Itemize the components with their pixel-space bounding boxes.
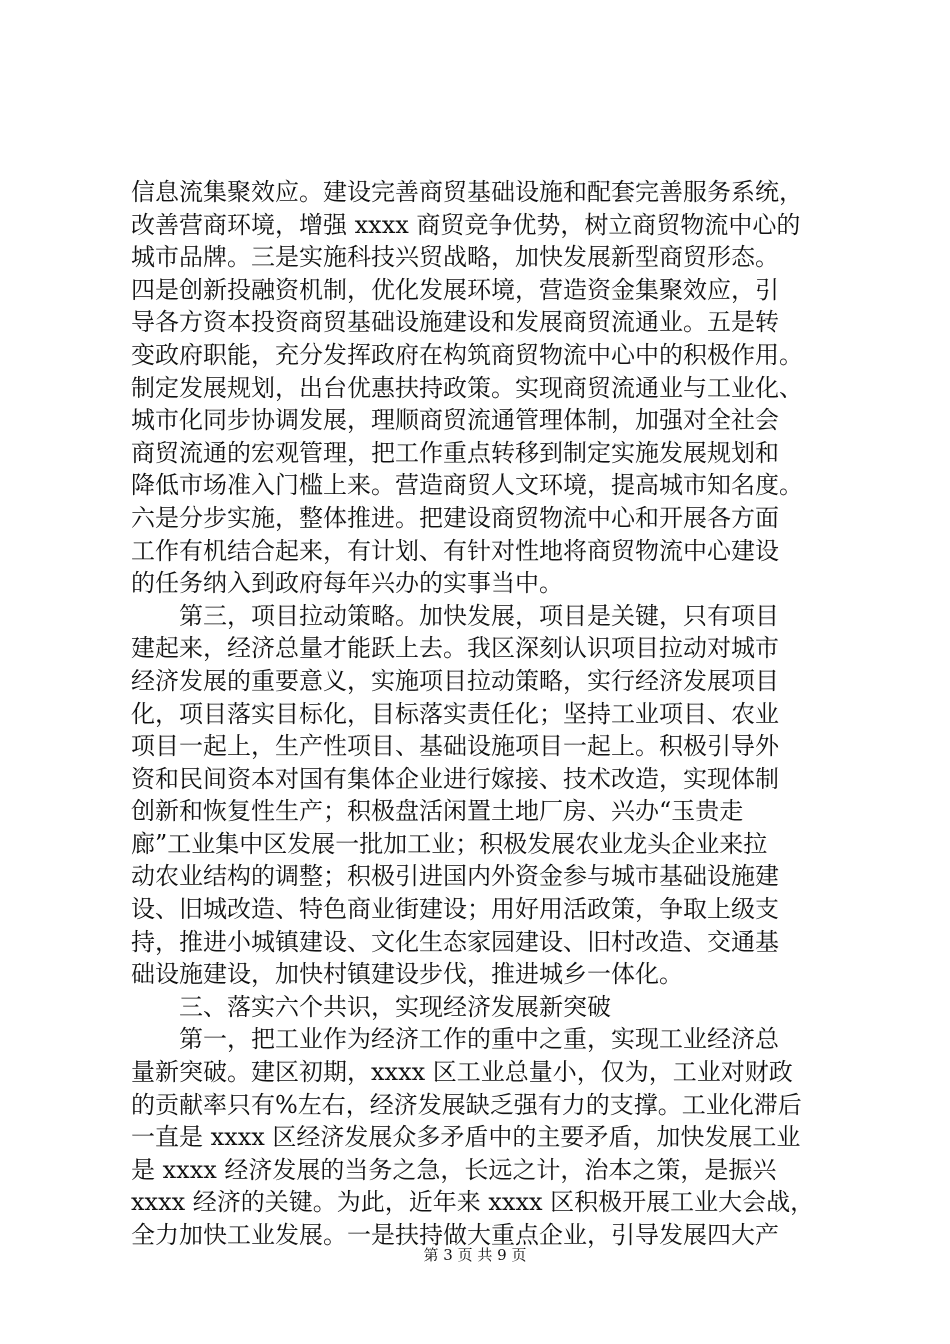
document-body: [131, 176, 853, 1252]
text-line: 资和民间资本对国有集体企业进行嫁接、技术改造，实现体制: [131, 764, 779, 793]
text-line: 创新和恢复性生产；积极盘活闲置土地厂房、兴办“玉贵走: [131, 797, 744, 826]
section-heading: 三、落实六个共识，实现经济发展新突破: [131, 992, 611, 1021]
text-line: 的任务纳入到政府每年兴办的实事当中。: [131, 569, 563, 598]
text-line: 制定发展规划，出台优惠扶持政策。实现商贸流通业与工业化、: [131, 373, 803, 402]
text-line: 变政府职能，充分发挥政府在构筑商贸物流中心中的积极作用。: [131, 340, 803, 369]
text-line: 降低市场准入门槛上来。营造商贸人文环境，提高城市知名度。: [131, 471, 803, 500]
text-line: xxxx 经济的关键。为此，近年来 xxxx 区积极开展工业大会战，: [131, 1188, 815, 1217]
text-line: 础设施建设，加快村镇建设步伐，推进城乡一体化。: [131, 960, 683, 989]
text-line: 一直是 xxxx 区经济发展众多矛盾中的主要矛盾，加快发展工业: [131, 1123, 801, 1152]
text-line: 城市化同步协调发展，理顺商贸流通管理体制，加强对全社会: [131, 406, 779, 435]
text-line: 动农业结构的调整；积极引进国内外资金参与城市基础设施建: [131, 862, 779, 891]
text-line: 四是创新投融资机制，优化发展环境，营造资金集聚效应，引: [131, 275, 779, 304]
text-line: 经济发展的重要意义，实施项目拉动策略，实行经济发展项目: [131, 666, 779, 695]
text-line: 量新突破。建区初期，xxxx 区工业总量小，仅为，工业对财政: [131, 1058, 793, 1087]
text-line: 廊”工业集中区发展一批加工业；积极发展农业龙头企业来拉: [131, 829, 768, 858]
text-line: 第一，把工业作为经济工作的重中之重，实现工业经济总: [131, 1025, 779, 1054]
page-number-footer: 第 3 页 共 9 页: [423, 1246, 527, 1264]
text-line: 建起来，经济总量才能跃上去。我区深刻认识项目拉动对城市: [131, 634, 779, 663]
text-line: 第三，项目拉动策略。加快发展，项目是关键，只有项目: [131, 601, 779, 630]
text-line: 全力加快工业发展。一是扶持做大重点企业，引导发展四大产: [131, 1221, 779, 1249]
text-line: 六是分步实施，整体推进。把建设商贸物流中心和开展各方面: [131, 503, 779, 532]
text-line: 城市品牌。三是实施科技兴贸战略，加快发展新型商贸形态。: [131, 243, 779, 272]
text-line: 工作有机结合起来，有计划、有针对性地将商贸物流中心建设: [131, 536, 779, 565]
text-line: 设、旧城改造、特色商业街建设；用好用活政策，争取上级支: [131, 895, 779, 924]
text-line: 改善营商环境，增强 xxxx 商贸竞争优势，树立商贸物流中心的: [131, 210, 801, 239]
text-line: 的贡献率只有%左右，经济发展缺乏强有力的支撑。工业化滞后: [131, 1090, 802, 1119]
text-line: 信息流集聚效应。建设完善商贸基础设施和配套完善服务系统，: [131, 178, 803, 206]
text-line: 化，项目落实目标化，目标落实责任化；坚持工业项目、农业: [131, 699, 779, 728]
text-line: 项目一起上，生产性项目、基础设施项目一起上。积极引导外: [131, 732, 779, 761]
text-line: 导各方资本投资商贸基础设施建设和发展商贸流通业。五是转: [131, 308, 779, 337]
text-line: 商贸流通的宏观管理，把工作重点转移到制定实施发展规划和: [131, 438, 779, 467]
text-line: 持，推进小城镇建设、文化生态家园建设、旧村改造、交通基: [131, 927, 779, 956]
text-line: 是 xxxx 经济发展的当务之急，长远之计，治本之策，是振兴: [131, 1155, 777, 1184]
